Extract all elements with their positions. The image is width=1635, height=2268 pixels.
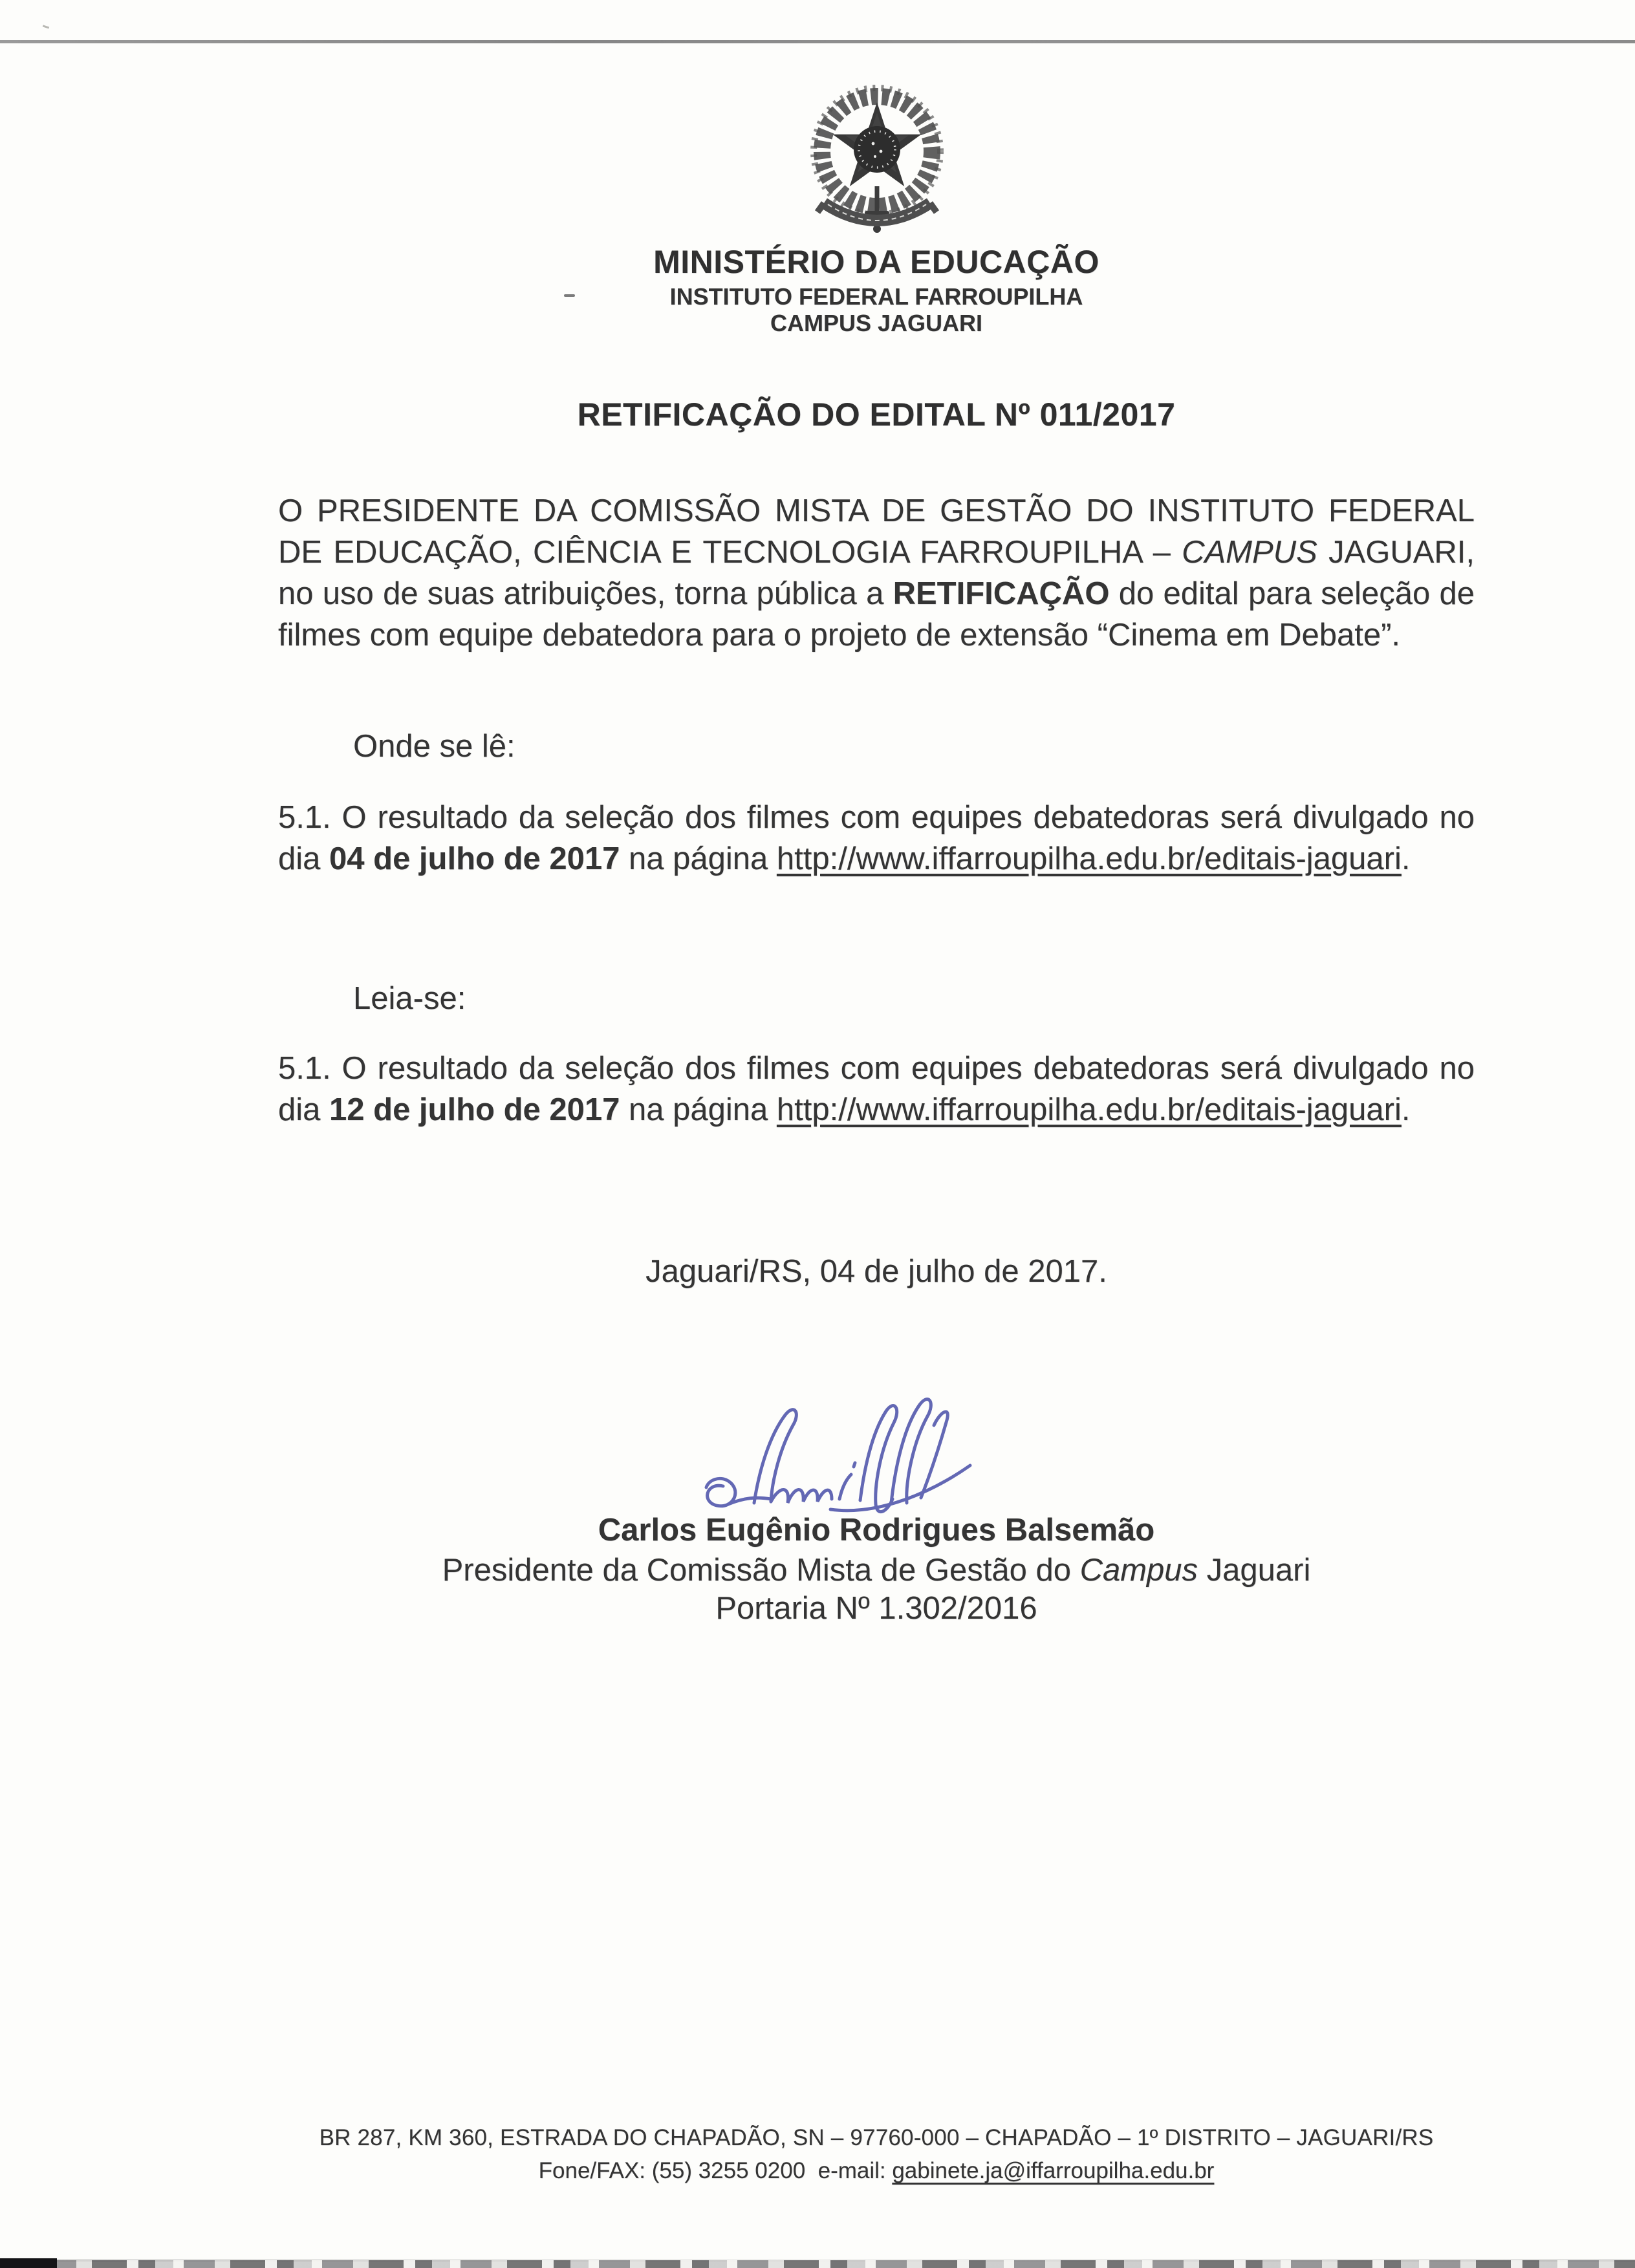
document-title: RETIFICAÇÃO DO EDITAL Nº 011/2017 <box>577 396 1176 433</box>
signatory-name: Carlos Eugênio Rodrigues Balsemão <box>598 1513 1155 1548</box>
scan-bottom-edge-band <box>0 2260 1635 2268</box>
header-institute: INSTITUTO FEDERAL FARROUPILHA <box>669 283 1083 310</box>
footer-address: BR 287, KM 360, ESTRADA DO CHAPADÃO, SN – 97760-000 – CHAPADÃO – 1º DISTRITO – JAGUARI/RS <box>319 2125 1434 2150</box>
intro-paragraph <box>278 490 1475 656</box>
result-url-link[interactable]: http://www.iffarroupilha.edu.br/editais-jaguari <box>776 1092 1402 1127</box>
paragraph-line: 5.1. O resultado da seleção dos filmes com equipes debatedoras será divulgado no <box>278 1051 1475 1086</box>
signatory-role: Presidente da Comissão Mista de Gestão do Campus Jaguari <box>442 1553 1311 1588</box>
email-link[interactable]: gabinete.ja@iffarroupilha.edu.br <box>892 2158 1215 2183</box>
signatory-portaria: Portaria Nº 1.302/2016 <box>715 1591 1037 1626</box>
coat-of-arms-icon <box>808 84 946 244</box>
paragraph-line: dia 12 de julho de 2017 na página http://www.iffarroupilha.edu.br/editais-jaguari. <box>278 1092 1411 1127</box>
header-campus: CAMPUS JAGUARI <box>770 310 983 336</box>
scan-artifact-dash <box>564 294 575 297</box>
section-label-leia-se: Leia-se: <box>353 981 466 1016</box>
paragraph-line: O PRESIDENTE DA COMISSÃO MISTA DE GESTÃO DO INSTITUTO FEDERAL <box>278 493 1475 528</box>
date-line: Jaguari/RS, 04 de julho de 2017. <box>645 1254 1107 1289</box>
result-url-link[interactable]: http://www.iffarroupilha.edu.br/editais-jaguari <box>776 841 1402 876</box>
paragraph-line: filmes com equipe debatedora para o projeto de extensão “Cinema em Debate”. <box>278 618 1401 653</box>
clause-5-1-original <box>278 797 1475 880</box>
clause-5-1-corrected <box>278 1048 1475 1130</box>
paragraph-line: dia 04 de julho de 2017 na página http://www.iffarroupilha.edu.br/editais-jaguari. <box>278 841 1411 876</box>
header-ministry: MINISTÉRIO DA EDUCAÇÃO <box>653 244 1099 280</box>
handwritten-signature-icon <box>678 1389 987 1530</box>
scan-corner-artifact <box>43 25 49 29</box>
scan-top-edge-line <box>0 40 1635 43</box>
footer-contact: Fone/FAX: (55) 3255 0200 e-mail: gabinete.ja@iffarroupilha.edu.br <box>538 2158 1215 2183</box>
section-label-onde-se-le: Onde se lê: <box>353 729 515 764</box>
paragraph-line: DE EDUCAÇÃO, CIÊNCIA E TECNOLOGIA FARROUPILHA – CAMPUS JAGUARI, <box>278 535 1475 570</box>
scan-bottom-corner-mark <box>0 2258 57 2268</box>
paragraph-line: no uso de suas atribuições, torna pública a RETIFICAÇÃO do edital para seleção de <box>278 576 1475 611</box>
paragraph-line: 5.1. O resultado da seleção dos filmes com equipes debatedoras será divulgado no <box>278 800 1475 835</box>
